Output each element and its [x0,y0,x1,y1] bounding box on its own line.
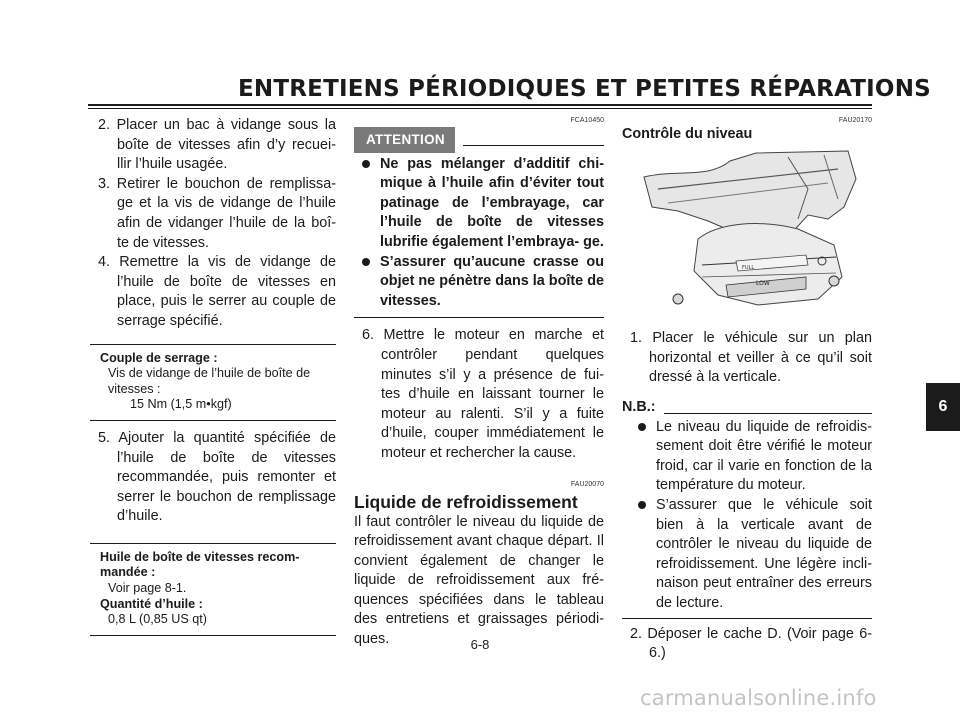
warning-text: Ne pas mélanger d’additif chi- mique à l’huile afin d’éviter tout patinage de l’embrayage, car l’huile de boîte de vitesses lubrifie également l’embraya- ge. [380,155,604,250]
step-1: 1. Placer le véhicule sur un plan horizontal et veiller à ce qu’il soit dressé à la verticale. [630,330,872,386]
oil-title: Huile de boîte de vitesses recom- mandée : [100,549,300,580]
torque-spec-box [90,344,336,421]
torque-item: Vis de vidange de l’huile de boîte de vitesses : [108,366,311,396]
step-5: 5. Ajouter la quantité spécifiée de l’huile de boîte de vitesses recommandée, puis remonter et serrer le bouchon de remplissage d’huile. [98,429,336,525]
note-item [622,418,872,496]
watermark: carmanualsonline.info [640,686,877,710]
section-code: FAU20070 [570,480,604,488]
oil-qty-label: Quantité d’huile : [100,596,203,611]
bullet-icon [362,160,370,168]
warning-item [354,253,604,312]
bullet-icon [362,258,370,266]
page-number: 6-8 [470,637,490,652]
header-rule [88,104,872,109]
attention-rule [463,133,604,146]
note-text: Le niveau du liquide de refroidis- sement doit être vérifié le moteur froid, car il varie en fonction de la température du moteur. [656,418,872,494]
coolant-paragraph: Il faut contrôler le niveau du liquide de refroidissement avant chaque départ. Il convient également de changer le liquide de refroidissement aux fré- quences spécifiées dans le tableau des entretiens et graissages périodi- ques. [354,513,604,648]
warning-item [354,155,604,253]
nb-rule [664,413,872,414]
attention-warnings [354,153,604,319]
oil-qty-value: 0,8 L (0,85 US qt) [108,612,207,627]
bullet-icon [638,501,646,509]
note-text: S’assurer que le véhicule soit bien à la verticale avant de contrôler le niveau du liquide de refroidissement. Une légère incli- naison peut entraîner des erreurs de lecture. [656,496,872,611]
step-2: 2. Placer un bac à vidange sous la boîte de vitesses afin d’y recuei- llir l’huile usagée. [98,117,336,173]
subsection-code: FAU20170 [838,117,872,124]
nb-notes [622,418,872,619]
warning-text: S’assurer qu’aucune crasse ou objet ne pénètre dans la boîte de vitesses. [380,253,604,309]
nb-label: N.B.: [622,398,656,415]
page-header-title: ENTRETIENS PÉRIODIQUES ET PETITES RÉPARATIONS [238,76,931,102]
subsection-heading: Contrôle du niveau [622,126,753,142]
oil-page-ref: Voir page 8-1. [108,581,187,596]
left-column [90,116,336,636]
right-column [622,116,872,664]
section-title: Liquide de refroidissement [354,491,578,512]
middle-column [354,116,604,650]
step-6: 6. Mettre le moteur en marche et contrôler pendant quelques minutes s’il y a présence de fui- tes d’huile en laissant tourner le moteur au ralenti. S’il y a fuite d’huile, couper immédiatement le moteur et rechercher la cause. [362,327,604,461]
full-mark-label: FULL [742,264,755,271]
step-4: 4. Remettre la vis de vidange de l’huile de boîte de vitesses en place, puis le serrer au couple de serrage spécifié. [98,254,336,329]
torque-title: Couple de serrage : [100,350,218,365]
attention-code: FCA10450 [570,117,604,124]
bullet-icon [638,423,646,431]
torque-value: 15 Nm (1,5 m•kgf) [130,397,232,412]
coolant-reservoir-photo [638,149,860,315]
chapter-tab: 6 [926,383,960,431]
low-mark-label: LOW [756,279,770,287]
step-3: 3. Retirer le bouchon de remplissa- ge et la vis de vidange de l’huile afin de vidanger l’huile de la boî- te de vitesses. [98,175,336,251]
note-item [622,496,872,614]
oil-spec-box [90,543,336,636]
attention-header [354,127,604,153]
nb-header [622,398,872,418]
attention-badge: ATTENTION [354,127,455,153]
step-2-cover: 2. Déposer le cache D. (Voir page 6-6.) [630,625,872,662]
